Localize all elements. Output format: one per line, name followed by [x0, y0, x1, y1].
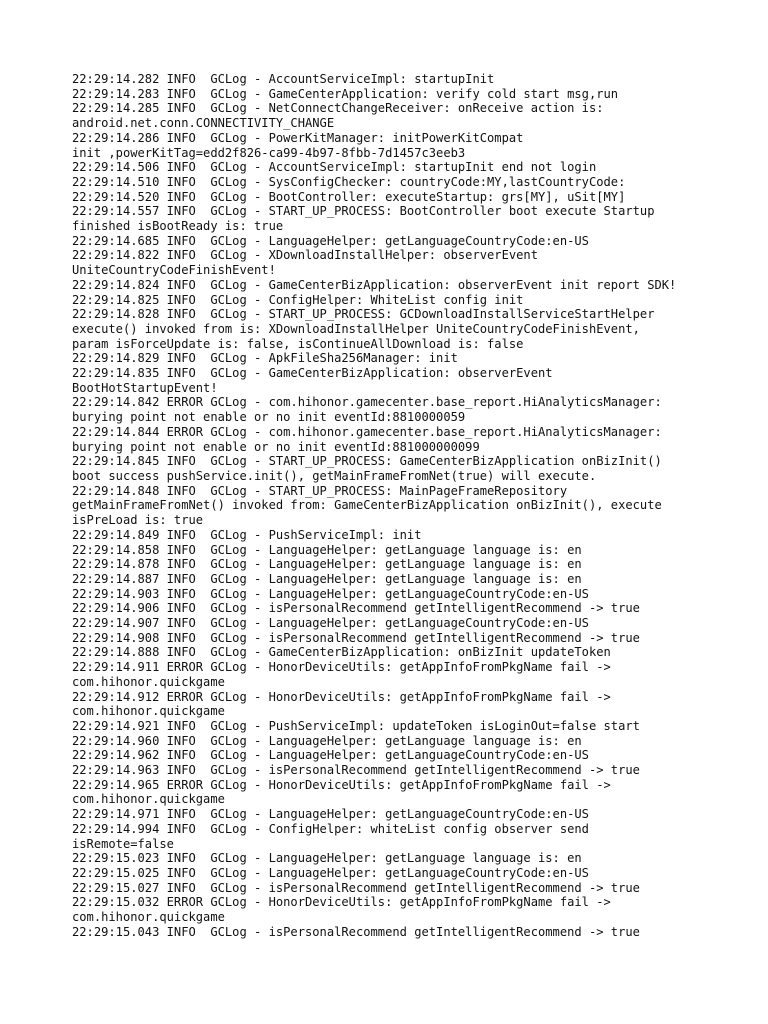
log-entry: 22:29:14.824 INFO GCLog - GameCenterBizApplication: observerEvent init report SDK! [72, 277, 677, 292]
log-entry: 22:29:14.887 INFO GCLog - LanguageHelper: getLanguage language is: en [72, 571, 582, 586]
log-entry: 22:29:14.962 INFO GCLog - LanguageHelper: getLanguageCountryCode:en-US [72, 748, 589, 763]
log-entry: 22:29:14.520 INFO GCLog - BootController: executeStartup: grs[MY], uSit[MY] [72, 189, 626, 204]
log-document [72, 72, 712, 939]
log-entry: 22:29:15.043 INFO GCLog - isPersonalRecommend getIntelligentRecommend -> true [72, 924, 640, 939]
log-entry: 22:29:14.825 INFO GCLog - ConfigHelper: WhiteList config init [72, 292, 524, 307]
log-entry: 22:29:14.960 INFO GCLog - LanguageHelper: getLanguage language is: en [72, 733, 582, 748]
log-entry: 22:29:14.506 INFO GCLog - AccountServiceImpl: startupInit end not login [72, 160, 597, 175]
log-entry: 22:29:14.848 INFO GCLog - START_UP_PROCESS: MainPageFrameRepository getMainFrameFromNet() invoked from: GameCenterBizApplication onBizInit(), execute isPreLoad is: true [72, 483, 662, 528]
log-entry: 22:29:14.903 INFO GCLog - LanguageHelper: getLanguageCountryCode:en-US [72, 586, 589, 601]
log-entry: 22:29:14.858 INFO GCLog - LanguageHelper: getLanguage language is: en [72, 542, 582, 557]
log-entry: 22:29:14.829 INFO GCLog - ApkFileSha256Manager: init [72, 351, 458, 366]
log-entry: 22:29:14.510 INFO GCLog - SysConfigChecker: countryCode:MY,lastCountryCode: [72, 174, 626, 189]
log-entry: 22:29:14.908 INFO GCLog - isPersonalRecommend getIntelligentRecommend -> true [72, 630, 640, 645]
log-entry: 22:29:14.994 INFO GCLog - ConfigHelper: whiteList config observer send isRemote=false [72, 821, 589, 851]
log-entry: 22:29:14.963 INFO GCLog - isPersonalRecommend getIntelligentRecommend -> true [72, 763, 640, 778]
log-entry: 22:29:14.835 INFO GCLog - GameCenterBizApplication: observerEvent BootHotStartupEvent! [72, 366, 553, 395]
log-entry: 22:29:14.888 INFO GCLog - GameCenterBizApplication: onBizInit updateToken [72, 645, 611, 660]
log-entry: 22:29:14.285 INFO GCLog - NetConnectChangeReceiver: onReceive action is: android.net.conn.CONNECTIVITY_CHANGE [72, 101, 604, 131]
log-entry: 22:29:14.842 ERROR GCLog - com.hihonor.gamecenter.base_report.HiAnalyticsManager: burying point not enable or no init eventId:8810000059 [72, 395, 662, 425]
log-entry: 22:29:14.286 INFO GCLog - PowerKitManager: initPowerKitCompat init ,powerKitTag=edd2f826-ca99-4b97-8fbb-7d1457c3eeb3 [72, 130, 524, 160]
log-entry: 22:29:15.027 INFO GCLog - isPersonalRecommend getIntelligentRecommend -> true [72, 880, 640, 895]
log-entry: 22:29:14.912 ERROR GCLog - HonorDeviceUtils: getAppInfoFromPkgName fail -> com.hihonor.quickgame [72, 689, 611, 719]
log-entry: 22:29:14.965 ERROR GCLog - HonorDeviceUtils: getAppInfoFromPkgName fail -> com.hihonor.quickgame [72, 777, 611, 807]
log-entry: 22:29:15.025 INFO GCLog - LanguageHelper: getLanguageCountryCode:en-US [72, 865, 589, 880]
log-entry: 22:29:15.023 INFO GCLog - LanguageHelper: getLanguage language is: en [72, 851, 582, 866]
log-entry: 22:29:14.845 INFO GCLog - START_UP_PROCESS: GameCenterBizApplication onBizInit() boot success pushService.init(), getMainFrameFromNet(true) will execute. [72, 454, 662, 483]
log-entry: 22:29:14.907 INFO GCLog - LanguageHelper: getLanguageCountryCode:en-US [72, 616, 589, 631]
log-entry: 22:29:14.557 INFO GCLog - START_UP_PROCESS: BootController boot execute Startup finished isBootReady is: true [72, 204, 655, 234]
log-entry: 22:29:14.921 INFO GCLog - PushServiceImpl: updateToken isLoginOut=false start [72, 718, 640, 733]
log-entry: 22:29:14.878 INFO GCLog - LanguageHelper: getLanguage language is: en [72, 557, 582, 572]
log-entry: 22:29:14.282 INFO GCLog - AccountServiceImpl: startupInit [72, 72, 495, 86]
log-entry: 22:29:15.032 ERROR GCLog - HonorDeviceUtils: getAppInfoFromPkgName fail -> com.hihonor.quickgame [72, 895, 611, 925]
log-entry: 22:29:14.849 INFO GCLog - PushServiceImpl: init [72, 527, 422, 542]
log-entry: 22:29:14.844 ERROR GCLog - com.hihonor.gamecenter.base_report.HiAnalyticsManager: burying point not enable or no init eventId:881000000099 [72, 424, 662, 454]
log-entry: 22:29:14.283 INFO GCLog - GameCenterApplication: verify cold start msg,run [72, 86, 619, 101]
log-entry: 22:29:14.828 INFO GCLog - START_UP_PROCESS: GCDownloadInstallServiceStartHelper execute() invoked from is: XDownloadInstallHelper UniteCountryCodeFinishEvent, param isForceUpdate is: false, isContinueAllDownload is: false [72, 307, 655, 351]
log-entry: 22:29:14.822 INFO GCLog - XDownloadInstallHelper: observerEvent UniteCountryCodeFinishEvent! [72, 248, 538, 278]
log-entry: 22:29:14.685 INFO GCLog - LanguageHelper: getLanguageCountryCode:en-US [72, 233, 589, 248]
log-entry: 22:29:14.911 ERROR GCLog - HonorDeviceUtils: getAppInfoFromPkgName fail -> com.hihonor.quickgame [72, 660, 611, 689]
log-entry: 22:29:14.971 INFO GCLog - LanguageHelper: getLanguageCountryCode:en-US [72, 807, 589, 822]
log-entry: 22:29:14.906 INFO GCLog - isPersonalRecommend getIntelligentRecommend -> true [72, 601, 640, 616]
